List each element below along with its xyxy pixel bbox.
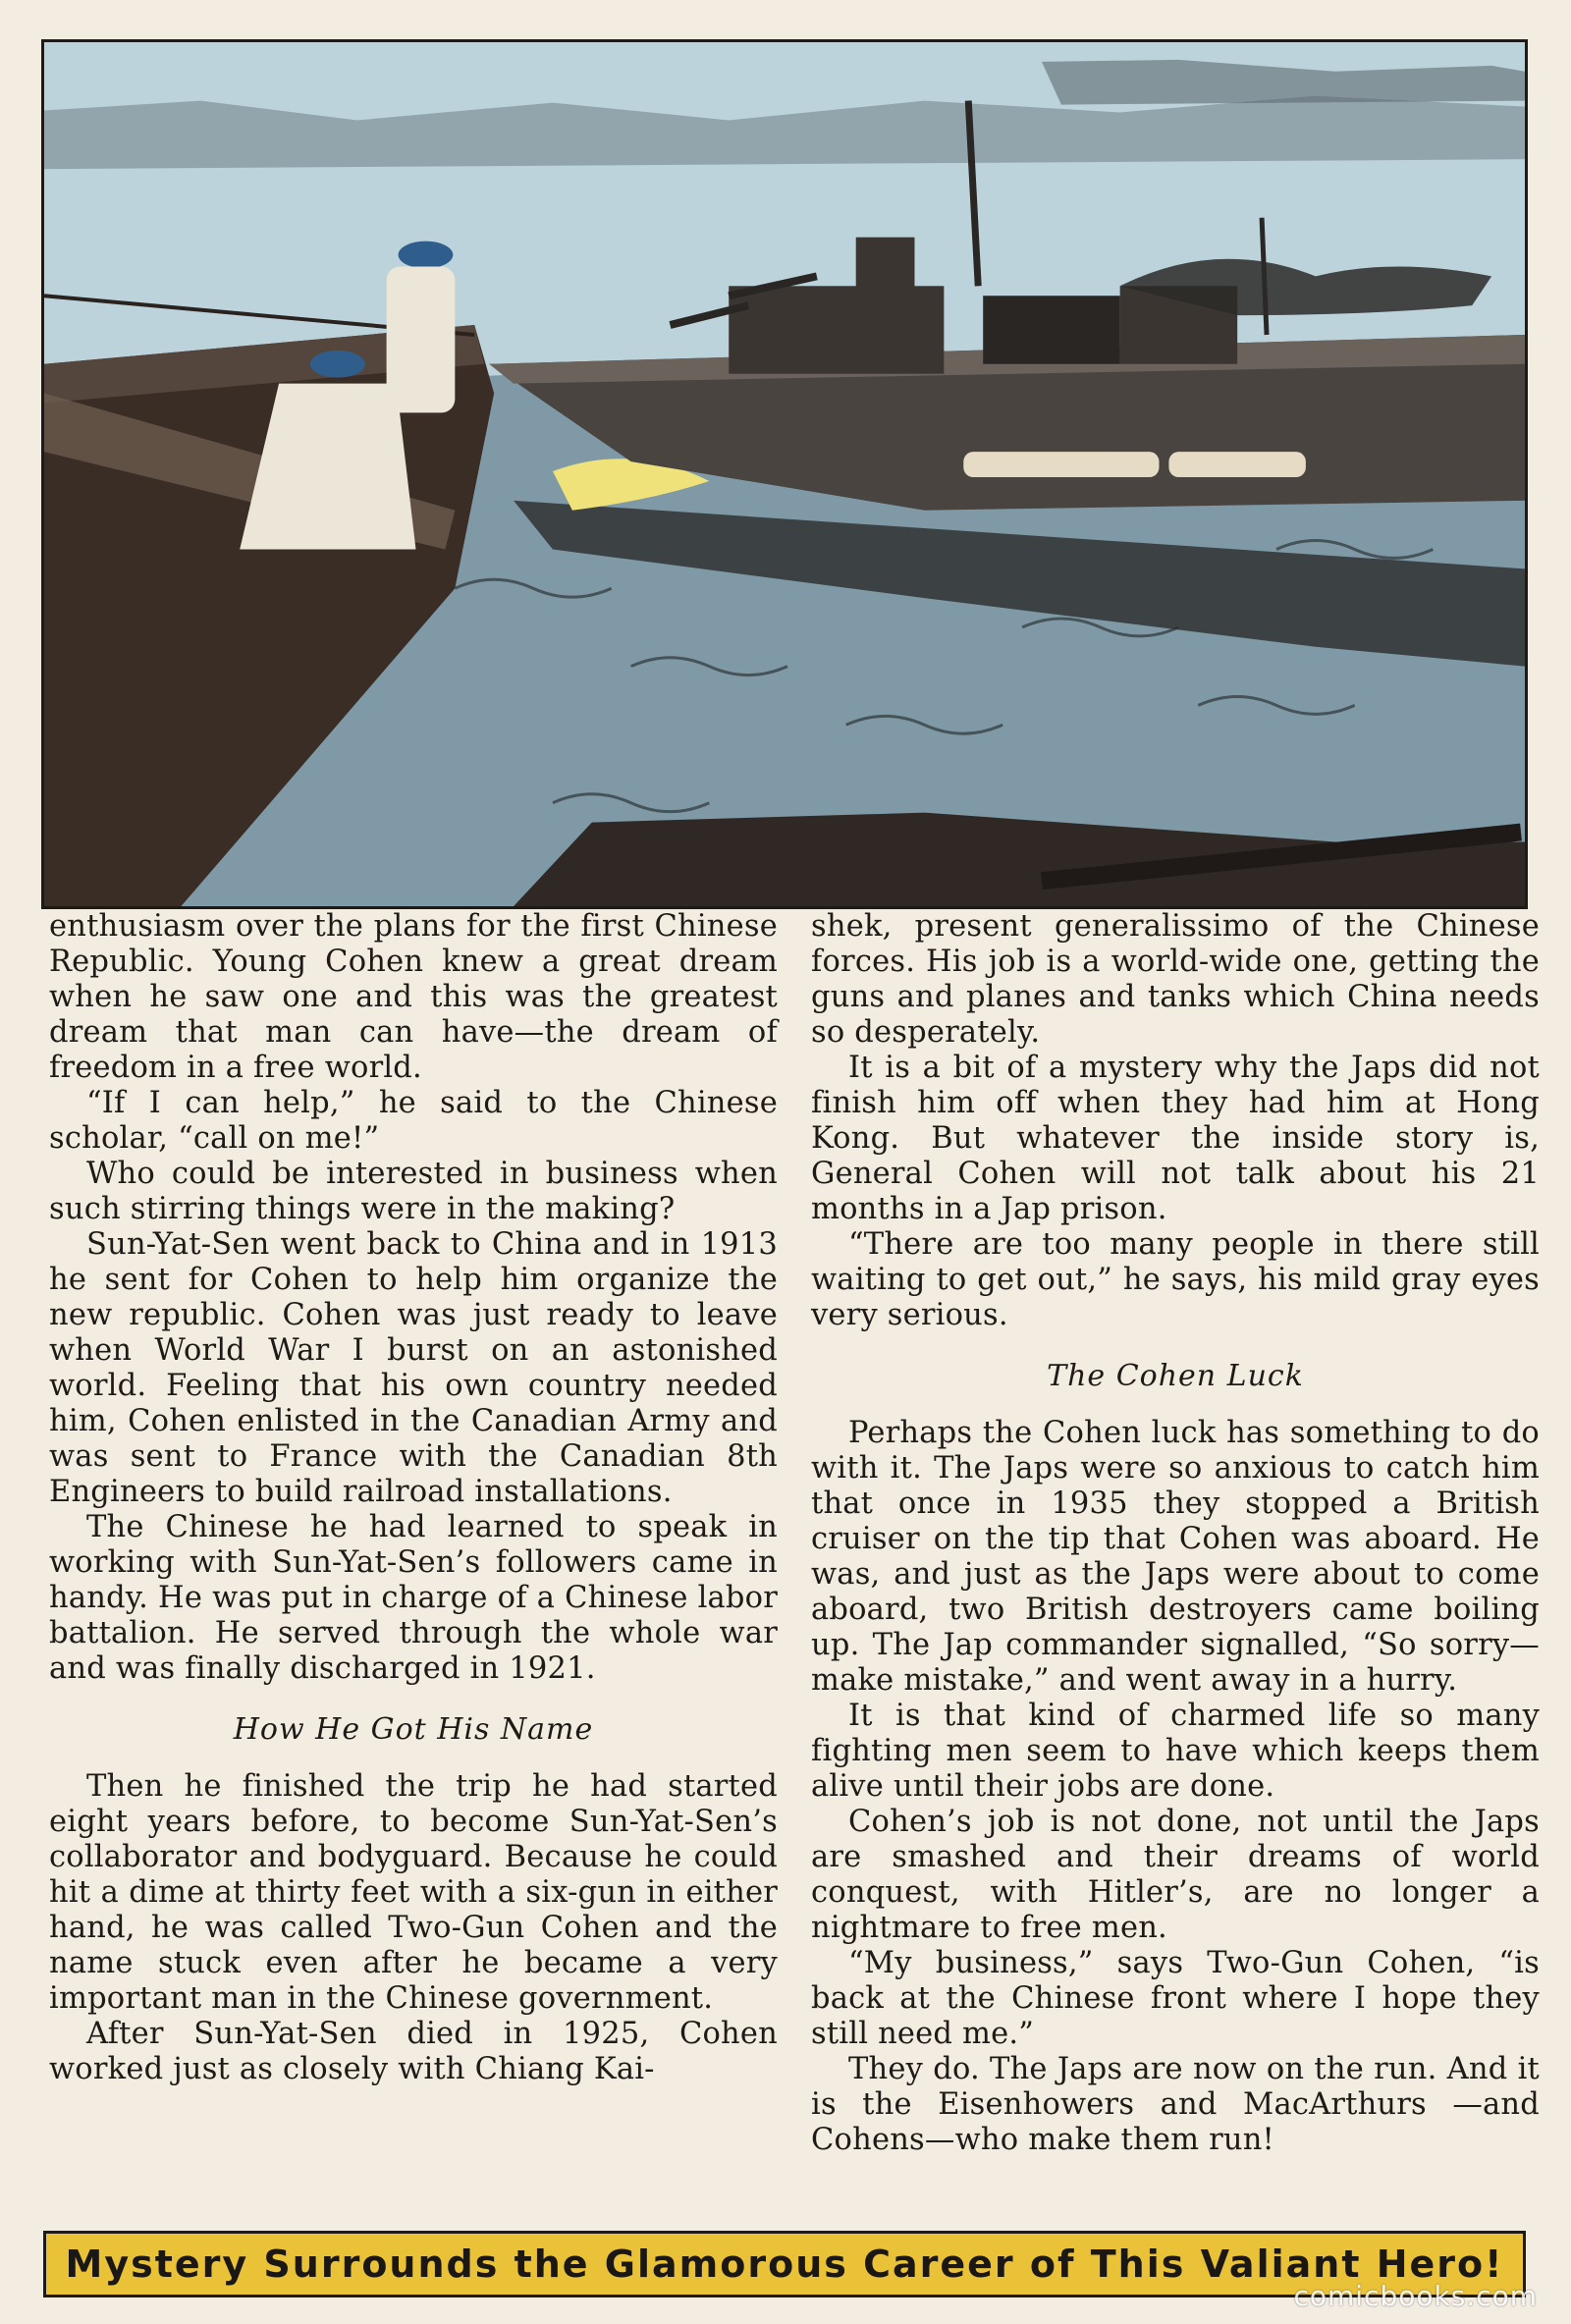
paragraph: It is a bit of a mystery why the Japs did not finish him off when they had him at Hong Kong. But whatever the inside story is, General Cohen will not talk about his 21 months in a Jap prison. [811,1051,1540,1226]
left-text-column [49,909,778,2086]
paragraph: Sun-Yat-Sen went back to China and in 1913 he sent for Cohen to help him organize the new republic. Cohen was just ready to leave when World War I burst on an astonished world. Feeling that his own country needed him, Cohen enlisted in the Canadian Army and was sent to France with the Canadian 8th Engineers to build railroad installations. [49,1227,778,1509]
paragraph: Then he finished the trip he had started eight years before, to become Sun-Yat-Sen’s collaborator and bodyguard. Because he could hit a dime at thirty feet with a six-gun in either hand, he was called Two-Gun Cohen and the name stuck even after he became a very important man in the Chinese government. [49,1769,778,2016]
paragraph: enthusiasm over the plans for the first Chinese Republic. Young Cohen knew a great dream when he saw one and this was the greatest dream that man can have—the dream of freedom in a free world. [49,909,778,1085]
warship-harbor-illustration [44,42,1525,906]
paragraph: The Chinese he had learned to speak in working with Sun-Yat-Sen’s followers came in handy. He was put in charge of a Chinese labor battalion. He served through the whole war and was finally discharged in 1921. [49,1510,778,1686]
paragraph: It is that kind of charmed life so many fighting men seem to have which keeps them alive until their jobs are done. [811,1699,1540,1804]
paragraph: “There are too many people in there still waiting to get out,” he says, his mild gray eyes very serious. [811,1227,1540,1332]
site-watermark: comicbooks.com [1293,2280,1538,2312]
paragraph: Cohen’s job is not done, not until the Japs are smashed and their dreams of world conquest, with Hitler’s, are no longer a nightmare to free men. [811,1805,1540,1945]
right-text-column [811,909,1540,2156]
banner-caption: Mystery Surrounds the Glamorous Career of This Valiant Hero! [65,2243,1504,2286]
paragraph: After Sun-Yat-Sen died in 1925, Cohen worked just as closely with Chiang Kai- [49,2017,778,2086]
paragraph: Perhaps the Cohen luck has something to do with it. The Japs were so anxious to catch him that once in 1935 they stopped a British cruiser on the tip that Cohen was aboard. He was, and just as the Japs were about to come aboard, two British destroyers came boiling up. The Jap commander signalled, “So sorry—make mistake,” and went away in a hurry. [811,1416,1540,1698]
paragraph: Who could be interested in business when such stirring things were in the making? [49,1157,778,1226]
section-heading: The Cohen Luck [1047,1359,1304,1393]
paragraph: shek, present generalissimo of the Chinese forces. His job is a world-wide one, getting the guns and planes and tanks which China needs so desperately. [811,909,1540,1050]
paragraph: “If I can help,” he said to the Chinese scholar, “call on me!” [49,1086,778,1156]
paragraph: “My business,” says Two-Gun Cohen, “is back at the Chinese front where I hope they still need me.” [811,1946,1540,2051]
naval-illustration-panel [41,39,1528,909]
paragraph: They do. The Japs are now on the run. And it is the Eisenhowers and MacArthurs —and Cohens—who make them run! [811,2052,1540,2157]
section-heading: How He Got His Name [233,1712,594,1747]
